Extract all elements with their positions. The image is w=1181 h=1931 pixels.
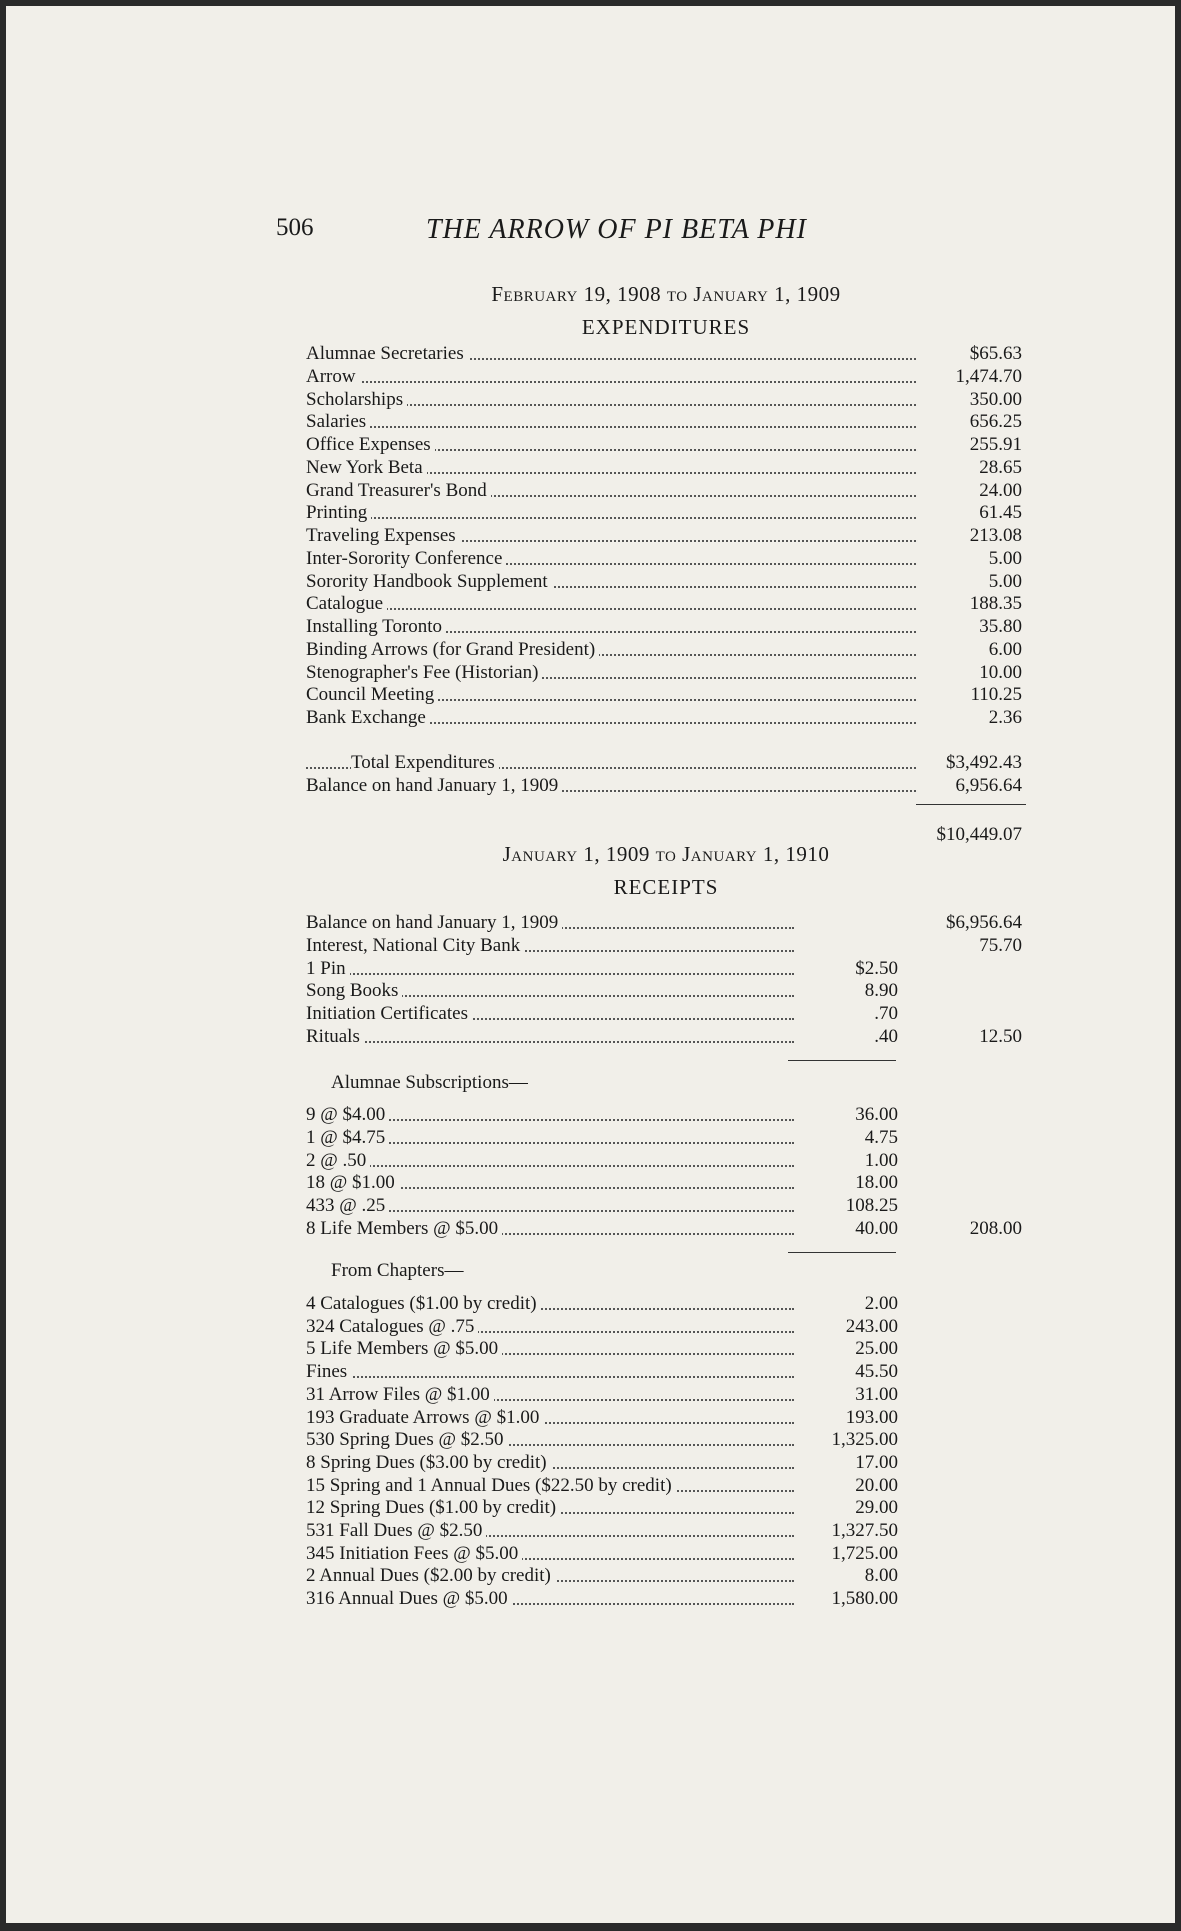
ledger-row [306, 1337, 1026, 1360]
leader-dots [306, 1165, 794, 1167]
ledger-row-total-amount: 255.91 [969, 434, 1022, 455]
ledger-row [306, 410, 1026, 433]
ledger-row-label: 9 @ $4.00 [306, 1103, 389, 1126]
ledger-row-total-amount: 5.00 [988, 571, 1022, 592]
ledger-row [306, 501, 1026, 524]
ledger-row-item-amount: 31.00 [855, 1384, 898, 1405]
running-title: THE ARROW OF PI BETA PHI [426, 214, 807, 245]
ledger-row [306, 1103, 1026, 1126]
receipts-heading: RECEIPTS [613, 875, 719, 899]
ledger-row-label: Sorority Handbook Supplement [306, 570, 552, 593]
ledger-row-total-amount: 208.00 [969, 1218, 1022, 1239]
ledger-row-total-amount: $6,956.64 [946, 912, 1022, 933]
ledger-row-label: 12 Spring Dues ($1.00 by credit) [306, 1496, 560, 1519]
leader-dots [306, 973, 794, 975]
ledger-row-label: 2 @ .50 [306, 1149, 370, 1172]
receipts-period: January 1, 1909 to January 1, 1910 [502, 842, 830, 866]
ledger-row-label: New York Beta [306, 456, 427, 479]
ledger-row [306, 1002, 1026, 1025]
ledger-row [306, 388, 1026, 411]
leader-dots [306, 1376, 794, 1378]
ledger-row-total-amount: 75.70 [979, 935, 1022, 956]
balance-1909-amount: 6,956.64 [955, 775, 1022, 796]
ledger-row-total-amount: 61.45 [979, 502, 1022, 523]
ledger-row-label: Initiation Certificates [306, 1002, 472, 1025]
leader-dots [306, 426, 916, 428]
ledger-row-item-amount: 45.50 [855, 1361, 898, 1382]
ledger-row-label: Song Books [306, 979, 402, 1002]
ledger-row-label: 8 Spring Dues ($3.00 by credit) [306, 1451, 551, 1474]
ledger-row [306, 570, 1026, 593]
ledger-row-item-amount: 29.00 [855, 1497, 898, 1518]
leader-dots [306, 1041, 794, 1043]
ledger-row-label: 31 Arrow Files @ $1.00 [306, 1383, 494, 1406]
ledger-row-item-amount: .70 [874, 1003, 898, 1024]
ledger-row [306, 615, 1026, 638]
ledger-row-label: 18 @ $1.00 [306, 1171, 399, 1194]
ledger-row-item-amount: 1.00 [864, 1150, 898, 1171]
ledger-row-total-amount: 1,474.70 [955, 366, 1022, 387]
ledger-row-label: 2 Annual Dues ($2.00 by credit) [306, 1564, 555, 1587]
ledger-row [306, 934, 1026, 957]
grand-total-amount: $10,449.07 [936, 824, 1022, 845]
ledger-row [306, 979, 1026, 1002]
ledger-row-total-amount: 12.50 [979, 1026, 1022, 1047]
ledger-row-item-amount: .40 [874, 1026, 898, 1047]
ledger-row-total-amount: 24.00 [979, 480, 1022, 501]
ledger-row [306, 911, 1026, 934]
page-header [276, 214, 896, 250]
alumnae-subscriptions-heading: Alumnae Subscriptions— [331, 1072, 528, 1093]
ledger-row [306, 433, 1026, 456]
ledger-row [306, 957, 1026, 980]
ledger-row-label: Stenographer's Fee (Historian) [306, 661, 542, 684]
ledger-row [306, 592, 1026, 615]
ledger-row-item-amount: 2.00 [864, 1293, 898, 1314]
ledger-row [306, 1428, 1026, 1451]
ledger-row-label: Bank Exchange [306, 706, 430, 729]
ledger-row-total-amount: 110.25 [970, 684, 1022, 705]
page-number: 506 [276, 214, 314, 241]
ledger-row-label: 324 Catalogues @ .75 [306, 1315, 478, 1338]
ledger-row-label: Balance on hand January 1, 1909 [306, 911, 562, 934]
leader-dots [306, 381, 916, 383]
ledger-row [306, 1496, 1026, 1519]
ledger-row-label: Inter-Sorority Conference [306, 547, 506, 570]
ledger-row-total-amount: 10.00 [979, 662, 1022, 683]
ledger-row-total-amount: 35.80 [979, 616, 1022, 637]
ledger-row-item-amount: 1,325.00 [831, 1429, 898, 1450]
ledger-row-total-amount: 350.00 [969, 389, 1022, 410]
ledger-row [306, 1542, 1026, 1565]
sum-rule [916, 804, 1026, 805]
ledger-row-label: 5 Life Members @ $5.00 [306, 1337, 502, 1360]
balance-1909-label: Balance on hand January 1, 1909 [306, 774, 562, 797]
ledger-row-label: 4 Catalogues ($1.00 by credit) [306, 1292, 541, 1315]
ledger-row [306, 547, 1026, 570]
subtotal-rule [788, 1060, 896, 1061]
ledger-row-item-amount: 243.00 [845, 1316, 898, 1337]
ledger-row-label: Office Expenses [306, 433, 435, 456]
ledger-row [306, 456, 1026, 479]
ledger-row [306, 1474, 1026, 1497]
ledger-row-total-amount: 656.25 [969, 411, 1022, 432]
ledger-row [306, 1519, 1026, 1542]
ledger-row-label: 345 Initiation Fees @ $5.00 [306, 1542, 522, 1565]
ledger-row [306, 524, 1026, 547]
document-page [6, 6, 1175, 1923]
ledger-row-label: Installing Toronto [306, 615, 446, 638]
ledger-row [306, 1587, 1026, 1610]
leader-dots [306, 517, 916, 519]
ledger-row-label: 316 Annual Dues @ $5.00 [306, 1587, 512, 1610]
ledger-row-label: Catalogue [306, 592, 387, 615]
ledger-row-item-amount: 108.25 [845, 1195, 898, 1216]
ledger-row [306, 706, 1026, 729]
total-expenditures-amount: $3,492.43 [946, 752, 1022, 773]
ledger-row-item-amount: 18.00 [855, 1172, 898, 1193]
ledger-row-label: Printing [306, 501, 371, 524]
balance-1909-row [306, 774, 1026, 797]
ledger-row [306, 1217, 1026, 1240]
ledger-row-label: 1 @ $4.75 [306, 1126, 389, 1149]
ledger-row [306, 1406, 1026, 1429]
ledger-row-label: Council Meeting [306, 683, 438, 706]
ledger-row [306, 1383, 1026, 1406]
ledger-row-total-amount: 188.35 [969, 593, 1022, 614]
ledger-row-item-amount: 1,580.00 [831, 1588, 898, 1609]
ledger-row [306, 1564, 1026, 1587]
ledger-row [306, 1149, 1026, 1172]
ledger-row-item-amount: 17.00 [855, 1452, 898, 1473]
ledger-row-item-amount: 193.00 [845, 1407, 898, 1428]
ledger-row [306, 683, 1026, 706]
ledger-row-label: Rituals [306, 1025, 364, 1048]
ledger-row [306, 1315, 1026, 1338]
ledger-row-label: 530 Spring Dues @ $2.50 [306, 1428, 507, 1451]
ledger-row-item-amount: 20.00 [855, 1475, 898, 1496]
ledger-row [306, 479, 1026, 502]
ledger-row-label: 8 Life Members @ $5.00 [306, 1217, 502, 1240]
ledger-row-item-amount: 40.00 [855, 1218, 898, 1239]
ledger-row-label: 193 Graduate Arrows @ $1.00 [306, 1406, 543, 1429]
ledger-row-label: Grand Treasurer's Bond [306, 479, 491, 502]
ledger-row-label: Fines [306, 1360, 351, 1383]
ledger-row-item-amount: 36.00 [855, 1104, 898, 1125]
ledger-row-item-amount: 1,725.00 [831, 1543, 898, 1564]
ledger-row-item-amount: 1,327.50 [831, 1520, 898, 1541]
ledger-row [306, 1451, 1026, 1474]
ledger-row-label: 15 Spring and 1 Annual Dues ($22.50 by credit) [306, 1474, 676, 1497]
ledger-row [306, 1126, 1026, 1149]
ledger-row-total-amount: 213.08 [969, 525, 1022, 546]
ledger-row-label: Scholarships [306, 388, 407, 411]
expenditures-period: February 19, 1908 to January 1, 1909 [491, 282, 841, 306]
ledger-row-label: Interest, National City Bank [306, 934, 524, 957]
expenditures-heading: EXPENDITURES [581, 315, 751, 339]
ledger-row-label: 1 Pin [306, 957, 350, 980]
ledger-row-total-amount: 6.00 [988, 639, 1022, 660]
ledger-row [306, 365, 1026, 388]
ledger-row-label: Traveling Expenses [306, 524, 460, 547]
ledger-row [306, 1194, 1026, 1217]
ledger-row-item-amount: 8.90 [864, 980, 898, 1001]
ledger-row-label: 433 @ .25 [306, 1194, 389, 1217]
subtotal-rule [788, 1252, 896, 1253]
from-chapters-heading: From Chapters— [331, 1260, 464, 1281]
ledger-row-label: Arrow [306, 365, 360, 388]
ledger-row [306, 1360, 1026, 1383]
ledger-row-label: Alumnae Secretaries [306, 342, 468, 365]
total-expenditures-row [306, 751, 1026, 774]
total-expenditures-label: Total Expenditures [351, 751, 499, 774]
ledger-row-label: Binding Arrows (for Grand President) [306, 638, 599, 661]
ledger-row [306, 661, 1026, 684]
ledger-row-total-amount: 28.65 [979, 457, 1022, 478]
ledger-row-total-amount: $65.63 [969, 343, 1022, 364]
ledger-row-item-amount: 4.75 [864, 1127, 898, 1148]
ledger-row [306, 638, 1026, 661]
ledger-row [306, 342, 1026, 365]
ledger-row-item-amount: 8.00 [864, 1565, 898, 1586]
ledger-row-total-amount: 5.00 [988, 548, 1022, 569]
leader-dots [306, 608, 916, 610]
ledger-row-item-amount: 25.00 [855, 1338, 898, 1359]
ledger-row-total-amount: 2.36 [988, 707, 1022, 728]
ledger-row-label: 531 Fall Dues @ $2.50 [306, 1519, 486, 1542]
ledger-row-label: Salaries [306, 410, 370, 433]
ledger-row [306, 1171, 1026, 1194]
ledger-row [306, 1025, 1026, 1048]
ledger-row-item-amount: $2.50 [855, 958, 898, 979]
ledger-row [306, 1292, 1026, 1315]
